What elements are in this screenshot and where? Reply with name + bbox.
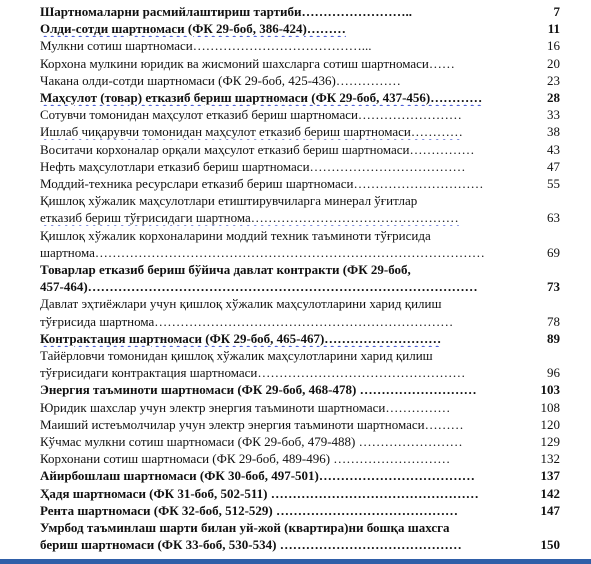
toc-entry-page: 28 [547,90,560,105]
toc-entry-title: Кўчмас мулкни сотиш шартномаси (ФК 29-боб, 479-488) …………………… [40,434,463,449]
toc-entry [40,73,560,89]
toc-entry-page: 142 [540,485,560,501]
toc-entry [40,365,560,381]
toc-entry-title: етказиб бериш тўғрисидаги шартнома………………………………………… [40,210,459,226]
toc-entry-page: 11 [547,21,560,37]
toc-entry-title: Тайёрловчи томонидан қишлоқ хўжалик маҳсулотларини харид қилиш [40,348,433,363]
toc-entry-title: Нефть маҳсулотлари етказиб бериш шартномаси……………………………… [40,158,466,174]
toc-entry-title: Юридик шахслар учун электр энергия таъминоти шартномаси…………… [40,399,451,415]
toc-entry [40,520,560,536]
toc-entry-page: 147 [540,502,560,518]
toc-entry [40,4,560,20]
toc-entry-page: 33 [547,107,560,123]
toc-entry-title: Рента шартномаси (ФК 32-боб, 512-529) …………………………………… [40,502,458,518]
toc-entry [40,210,560,226]
toc-entry [40,38,560,54]
toc-entry [40,262,560,278]
toc-entry-title: Ишлаб чиқарувчи томонидан маҳсулот етказиб бериш шартномаси………… [40,124,463,140]
toc-entry [40,279,560,295]
toc-entry-page: 78 [547,313,560,329]
toc-entry [40,400,560,416]
toc-entry-title: Олди-сотди шартномаси (ФК 29-боб, 386-424)……… [40,21,346,37]
toc-entry [40,21,560,37]
toc-entry [40,107,560,123]
toc-entry-title: Воситачи корхоналар орқали маҳсулот етказиб бериш шартномаси…………… [40,141,475,157]
toc-entry-page: 96 [547,365,560,381]
toc-entry-title: Корхона мулкини юридик ва жисмоний шахсларга сотиш шартномаси…… [40,55,455,71]
toc-entry-page: 7 [553,4,560,19]
toc-entry [40,90,560,106]
toc-entry-page: 120 [540,416,560,432]
toc-entry [40,537,560,553]
toc-entry [40,228,560,244]
toc-entry-title: Энергия таъминоти шартномаси (ФК 29-боб, 468-478) ……………………… [40,382,477,398]
toc-entry-page: 73 [547,279,560,295]
toc-entry-page: 47 [547,158,560,174]
toc-entry-title: Маҳсулот (товар) етказиб бериш шартномаси (ФК 29-боб, 437-456)………… [40,90,483,105]
toc-entry [40,159,560,175]
toc-entry-page: 132 [540,451,560,467]
toc-entry [40,124,560,140]
toc-entry [40,451,560,467]
toc-entry-title: тўғрисидаги контрактация шартномаси………………………………………… [40,365,466,381]
toc-entry-page: 43 [547,141,560,157]
toc-entry-title: Айирбошлаш шартномаси (ФК 30-боб, 497-501)……………………………… [40,468,475,484]
toc-entry-title: Сотувчи томонидан маҳсулот етказиб бериш шартномаси…………………… [40,107,462,123]
toc-entry-page: 55 [547,176,560,191]
toc-entry-title: Чакана олди-сотди шартномаси (ФК 29-боб, 425-436)…………… [40,72,401,88]
toc-entry-title: Умрбод таъминлаш шарти билан уй-жой (квартира)ни бошқа шахсга [40,520,450,535]
toc-entry-page: 69 [547,244,560,260]
toc-entry-title: Қишлоқ хўжалик корхоналарини моддий техник таъминоти тўғрисида [40,227,431,243]
toc-entry-title: Товарлар етказиб бериш бўйича давлат контракти (ФК 29-боб, [40,262,411,277]
toc-entry [40,434,560,450]
toc-entry [40,331,560,347]
toc-entry-title: бериш шартномаси (ФК 33-боб, 530-534) …………………………………… [40,537,462,553]
toc-entry-title: Давлат эҳтиёжлари учун қишлоқ хўжалик маҳсулотларини харид қилиш [40,296,442,312]
toc-entry [40,468,560,484]
toc-entry [40,296,560,312]
toc-entry-title: Моддий-техника ресурслари етказиб бериш шартномаси………………………… [40,176,484,191]
toc-entry-title: Мулкни сотиш шартномаси…………………………………... [40,38,372,54]
toc-entry-page: 108 [540,399,560,415]
toc-entry-title: Корхонани сотиш шартномаси (ФК 29-боб, 489-496) ……………………… [40,451,451,467]
toc-entry-title: 457-464)……………………………………………………………………………… [40,279,478,295]
toc-entry-title: Ҳадя шартномаси (ФК 31-боб, 502-511) ………………………………………… [40,485,479,501]
toc-entry [40,245,560,261]
toc-entry-page: 129 [540,434,560,449]
toc-entry-page: 63 [547,210,560,226]
toc-entry [40,142,560,158]
toc-entry [40,176,560,192]
toc-entry [40,382,560,398]
toc-entry-title: Шартномаларни расмийлаштириш тартиби…………………….. [40,4,412,19]
toc-entry [40,417,560,433]
toc-entry-page: 16 [547,38,560,54]
toc-entry-page: 20 [547,55,560,71]
toc-entry [40,193,560,209]
toc-entry [40,56,560,72]
toc-entry-title: Қишлоқ хўжалик маҳсулотлари етиштирувчиларга минерал ўғитлар [40,193,418,209]
toc-entry-title: Маиший истеъмолчилар учун электр энергия таъминоти шартномаси……… [40,416,464,432]
toc-entry-page: 137 [540,468,560,484]
window-bottom-bar [0,559,591,564]
toc-entry [40,348,560,364]
toc-entry [40,486,560,502]
toc-entry-title: Контрактация шартномаси (ФК 29-боб, 465-467)……………………… [40,330,442,346]
toc-entry-page: 150 [540,537,560,553]
toc-entry-page: 89 [547,330,560,346]
toc-entry-title: шартнома……………………………………………………………………………… [40,244,485,260]
toc-entry-page: 38 [547,124,560,140]
toc-entry [40,314,560,330]
toc-entry [40,503,560,519]
toc-entry-page: 103 [540,382,560,398]
toc-entry-title: тўғрисида шартнома…………………………………………………………… [40,313,454,329]
toc-entry-page: 23 [547,72,560,88]
